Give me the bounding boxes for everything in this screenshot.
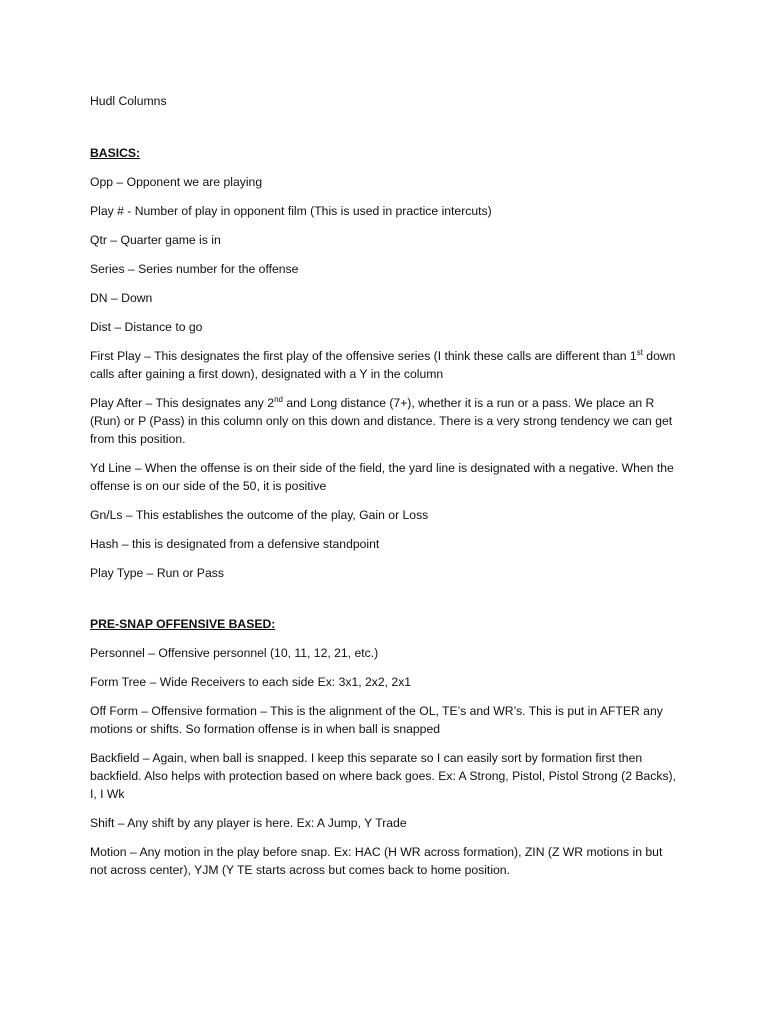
- entry-backfield: Backfield – Again, when ball is snapped. I keep this separate so I can easily sort by formation first then backfield. Also helps with protection based on where back goes. Ex: A Strong, Pistol, Pistol Strong (2 Backs), I, I Wk: [90, 751, 676, 801]
- entry-qtr: Qtr – Quarter game is in: [90, 233, 221, 247]
- entry-personnel: Personnel – Offensive personnel (10, 11, 12, 21, etc.): [90, 646, 379, 660]
- section-heading: PRE-SNAP OFFENSIVE BASED:: [90, 617, 276, 631]
- document-page: [90, 92, 680, 890]
- section-heading: BASICS:: [90, 146, 141, 160]
- entry-dn: DN – Down: [90, 291, 153, 305]
- entry-play-number: Play # - Number of play in opponent film (This is used in practice intercuts): [90, 204, 492, 218]
- ordinal-suffix: st: [636, 347, 643, 357]
- section-basics: [90, 144, 680, 582]
- ordinal-suffix: nd: [274, 394, 283, 404]
- entry-hash: Hash – this is designated from a defensive standpoint: [90, 537, 380, 551]
- entry-yd-line: Yd Line – When the offense is on their side of the field, the yard line is designated with a negative. When the offense is on our side of the 50, it is positive: [90, 461, 674, 493]
- entry-first-play: [90, 347, 680, 383]
- entry-form-tree: Form Tree – Wide Receivers to each side Ex: 3x1, 2x2, 2x1: [90, 675, 412, 689]
- entry-off-form: Off Form – Offensive formation – This is the alignment of the OL, TE’s and WR’s. This is put in AFTER any motions or shifts. So formation offense is in when ball is snapped: [90, 704, 663, 736]
- entry-opp: Opp – Opponent we are playing: [90, 175, 263, 189]
- entry-text: Play After – This designates any 2: [90, 396, 275, 410]
- entry-play-after: [90, 394, 680, 448]
- entry-series: Series – Series number for the offense: [90, 262, 299, 276]
- document-title: Hudl Columns: [90, 94, 167, 108]
- entry-text: and Long distance (7+), whether it is a run or a pass. We place an R (Run) or P (Pass) in this column only on this down and distance. There is a very strong tendency we can get from this position.: [90, 396, 673, 446]
- entry-dist: Dist – Distance to go: [90, 320, 203, 334]
- entry-play-type: Play Type – Run or Pass: [90, 566, 224, 580]
- entry-shift: Shift – Any shift by any player is here. Ex: A Jump, Y Trade: [90, 816, 407, 830]
- entry-gn-ls: Gn/Ls – This establishes the outcome of the play, Gain or Loss: [90, 508, 429, 522]
- entry-motion: Motion – Any motion in the play before snap. Ex: HAC (H WR across formation), ZIN (Z WR motions in but not across center), YJM (Y TE starts across but comes back to home position.: [90, 845, 663, 877]
- entry-text: down calls after gaining a first down), designated with a Y in the column: [90, 349, 676, 381]
- section-pre-snap: [90, 615, 680, 879]
- entry-text: First Play – This designates the first play of the offensive series (I think these calls are different than 1: [90, 349, 637, 363]
